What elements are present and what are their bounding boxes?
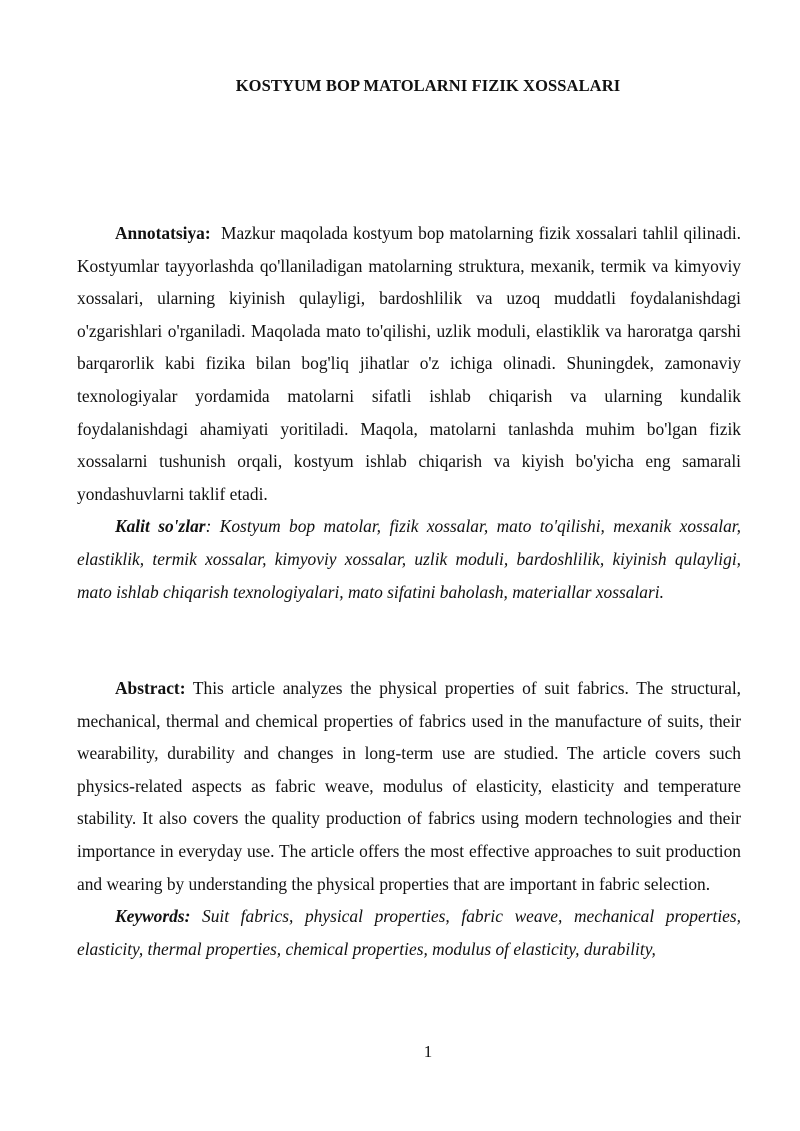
annotation-section [77, 217, 746, 608]
keywords-uz-text: : Kostyum bop matolar, fizik xossalar, mato to'qilishi, mexanik xossalar, elastiklik, termik xossalar, kimyoviy xossalar, uzlik moduli, bardoshlilik, kiyinish qulayligi, mato ishlab chiqarish texnologiyalari, mato sifatini baholash, materiallar xossalari. [77, 516, 741, 602]
abstract-paragraph [77, 672, 741, 900]
annotation-paragraph [77, 217, 746, 510]
keywords-uz-label: Kalit so'zlar [115, 516, 206, 537]
keywords-en-text: Suit fabrics, physical properties, fabric weave, mechanical properties, elasticity, thermal properties, chemical properties, modulus of elasticity, durability, [77, 906, 741, 959]
annotation-text: Mazkur maqolada kostyum bop matolarning fizik xossalari tahlil qilinadi. Kostyumlar tayyorlashda qo'llaniladigan matolarning struktura, mexanik, termik va kimyoviy xossalari, ularning kiyinish qulayligi, bardoshlilik va uzoq muddatli foydalanishdagi o'zgarishlari o'rganiladi. Maqolada mato to'qilishi, uzlik moduli, elastiklik va haroratga qarshi barqarorlik kabi fizika bilan bog'liq jihatlar o'z ichiga olinadi. Shuningdek, zamonaviy texnologiyalar yordamida matolarni sifatli ishlab chiqarish va ularning kundalik foydalanishdagi ahamiyati yoritiladi. Maqola, matolarni tanlashda muhim bo'lgan fizik xossalarni tushunish orqali, kostyum ishlab chiqarish va kiyish bo'yicha eng samarali yondashuvlarni taklif etadi. [77, 223, 746, 504]
abstract-text: This article analyzes the physical properties of suit fabrics. The structural, mechanical, thermal and chemical properties of fabrics used in the manufacture of suits, their wearability, durability and changes in long-term use are studied. The article covers such physics-related aspects as fabric weave, modulus of elasticity, elasticity and temperature stability. It also covers the quality production of fabrics using modern technologies and their importance in everyday use. The article offers the most effective approaches to suit production and wearing by understanding the physical properties that are important in fabric selection. [77, 678, 741, 894]
page-number: 1 [423, 1042, 433, 1061]
keywords-en-paragraph [77, 900, 741, 965]
keywords-en-label: Keywords: [115, 906, 191, 927]
abstract-label: Abstract: [115, 678, 186, 698]
annotation-label: Annotatsiya: [115, 223, 211, 243]
abstract-section [77, 672, 741, 965]
keywords-uz-paragraph [77, 510, 741, 608]
page-title: KOSTYUM BOP MATOLARNI FIZIK XOSSALARI [235, 76, 621, 95]
